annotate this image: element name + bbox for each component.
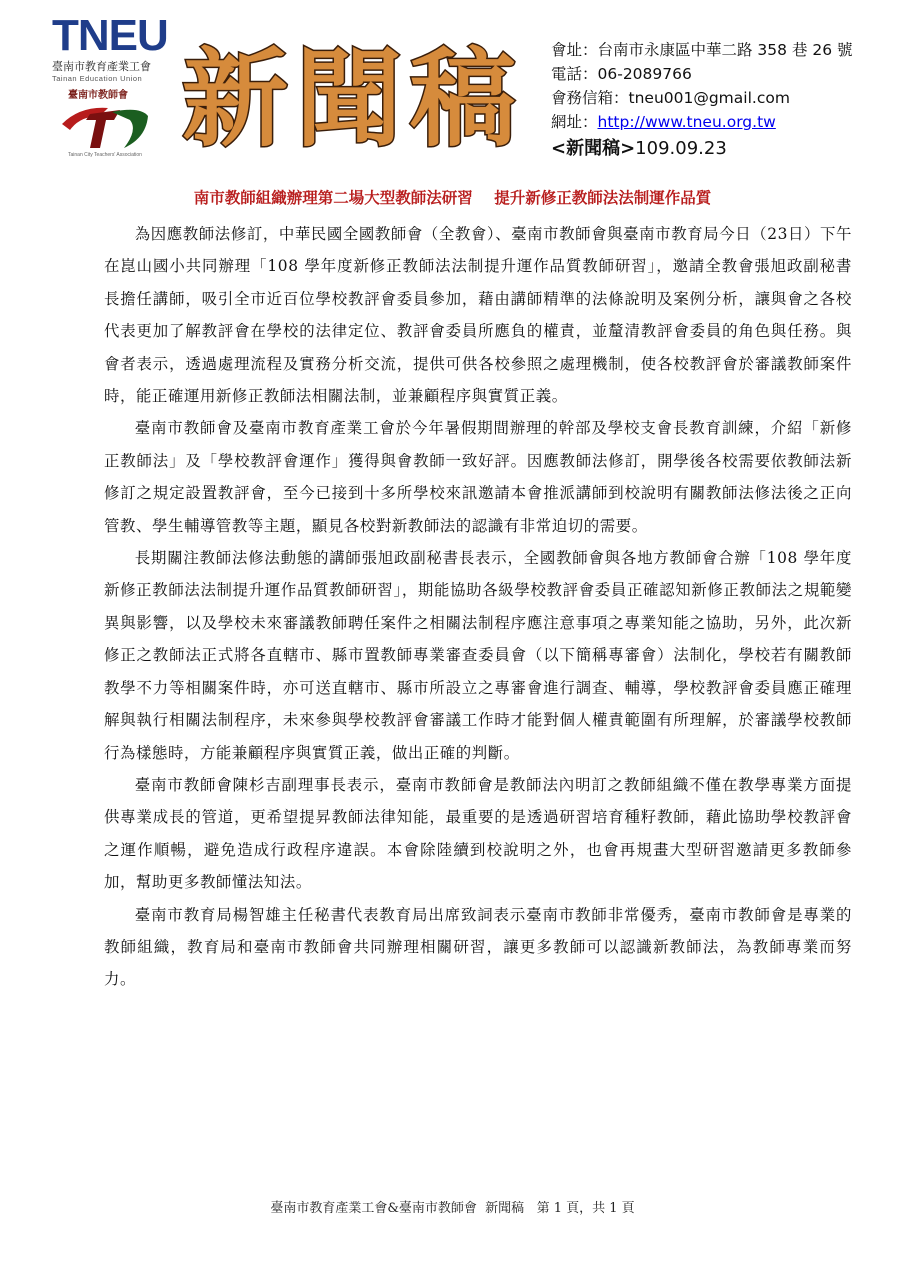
release-date: 109.09.23 <box>635 138 727 159</box>
paragraph: 為因應教師法修訂，中華民國全國教師會（全教會）、臺南市教師會與臺南市教育局今日（23日）下午在崑山國小共同辦理「108 學年度新修正教師法法制提升運作品質教師研習」，邀請全教會張旭政副秘書長擔任講師，吸引全市近百位學校教評會委員參加，藉由講師精準的法條說明及案例分析，讓與會之各校代表更加了解教評會在學校的法律定位、教評會委員所應負的權責，並釐清教評會委員的角色與任務。與會者表示，透過處理流程及實務分析交流，提供可供各校參照之處理機制，使各校教評會於審議教師案件時，能正確運用新修正教師法相關法制，並兼顧程序與實質正義。 <box>104 225 852 406</box>
contact-email: 會務信箱：tneu001@gmail.com <box>551 89 790 107</box>
contact-website <box>551 110 896 134</box>
contact-block <box>551 38 896 161</box>
tneu-logo-word: TNEU <box>52 11 168 60</box>
emblem-english: Tainan City Teachers' Association <box>68 152 142 158</box>
tneu-logo-english-name: Tainan Education Union <box>52 74 143 83</box>
emblem-title: 臺南市教師會 <box>68 90 128 101</box>
banner-title: 新聞稿 <box>182 36 524 160</box>
contact-phone: 電話：06-2089766 <box>551 65 692 83</box>
article-body <box>104 218 852 996</box>
emblem-t-letter <box>86 110 120 148</box>
paragraph: 臺南市教師會陳杉吉副理事長表示，臺南市教師會是教師法內明訂之教師組織不僅在教學專業方面提供專業成長的管道，更希望提昇教師法律知能，最重要的是透過研習培育種籽教師，藉此協助學校教評會之運作順暢，避免造成行政程序違誤。本會除陸續到校說明之外，也會再規畫大型研習邀請更多教師參加，幫助更多教師懂法知法。 <box>104 775 852 892</box>
page-footer: 臺南市教育產業工會&臺南市教師會 新聞稿 第 1 頁，共 1 頁 <box>270 1201 635 1216</box>
headline: 南市教師組織辦理第二場大型教師法研習 提升新修正教師法法制運作品質 <box>193 189 712 207</box>
press-release-banner <box>176 30 546 160</box>
tneu-logo <box>52 11 172 83</box>
paragraph: 臺南市教育局楊智雄主任秘書代表教育局出席致詞表示臺南市教師非常優秀，臺南市教師會是專業的教師組織，教育局和臺南市教師會共同辦理相關研習，讓更多教師可以認識新教師法，為教師專業而努力。 <box>104 905 852 989</box>
release-label: <新聞稿> <box>551 138 636 159</box>
emblem-green-leaf <box>112 110 148 148</box>
paragraph: 長期關注教師法修法動態的講師張旭政副秘書長表示，全國教師會與各地方教師會合辦「108 學年度新修正教師法法制提升運作品質教師研習」，期能協助各級學校教評會委員正確認知新修正教師法之規範變異與影響，以及學校未來審議教師聘任案件之相關法制程序應注意事項之專業知能之協助，另外，此次新修正之教師法正式將各直轄市、縣市置教師專業審查委員會（以下簡稱專審會）法制化，學校若有關教師教學不力等相關案件時，亦可送直轄市、縣市所設立之專審會進行調查、輔導，學校教評會委員應正確理解與執行相關法制程序，未來參與學校教評會審議工作時才能對個人權責範圍有所理解，於審議學校教師行為樣態時，方能兼顧程序與實質正義，做出正確的判斷。 <box>104 549 852 762</box>
paragraph: 臺南市教師會及臺南市教育產業工會於今年暑假期間辦理的幹部及學校支會長教育訓練，介紹「新修正教師法」及「學校教評會運作」獲得與會教師一致好評。因應教師法修訂，開學後各校需要依教師法新修訂之規定設置教評會，至今已接到十多所學校來訊邀請本會推派講師到校說明有關教師法修法後之正向管教、學生輔導管教等主題，顯見各校對新教師法的認識有非常迫切的需要。 <box>104 419 852 535</box>
tneu-logo-chinese-name: 臺南市教育產業工會 <box>52 60 151 73</box>
contact-address: 會址：台南市永康區中華二路 358 巷 26 號 <box>551 41 853 59</box>
teachers-association-emblem <box>50 86 160 158</box>
release-line <box>551 137 896 161</box>
website-link[interactable]: http://www.tneu.org.tw <box>597 113 776 131</box>
website-label: 網址： <box>551 113 598 131</box>
